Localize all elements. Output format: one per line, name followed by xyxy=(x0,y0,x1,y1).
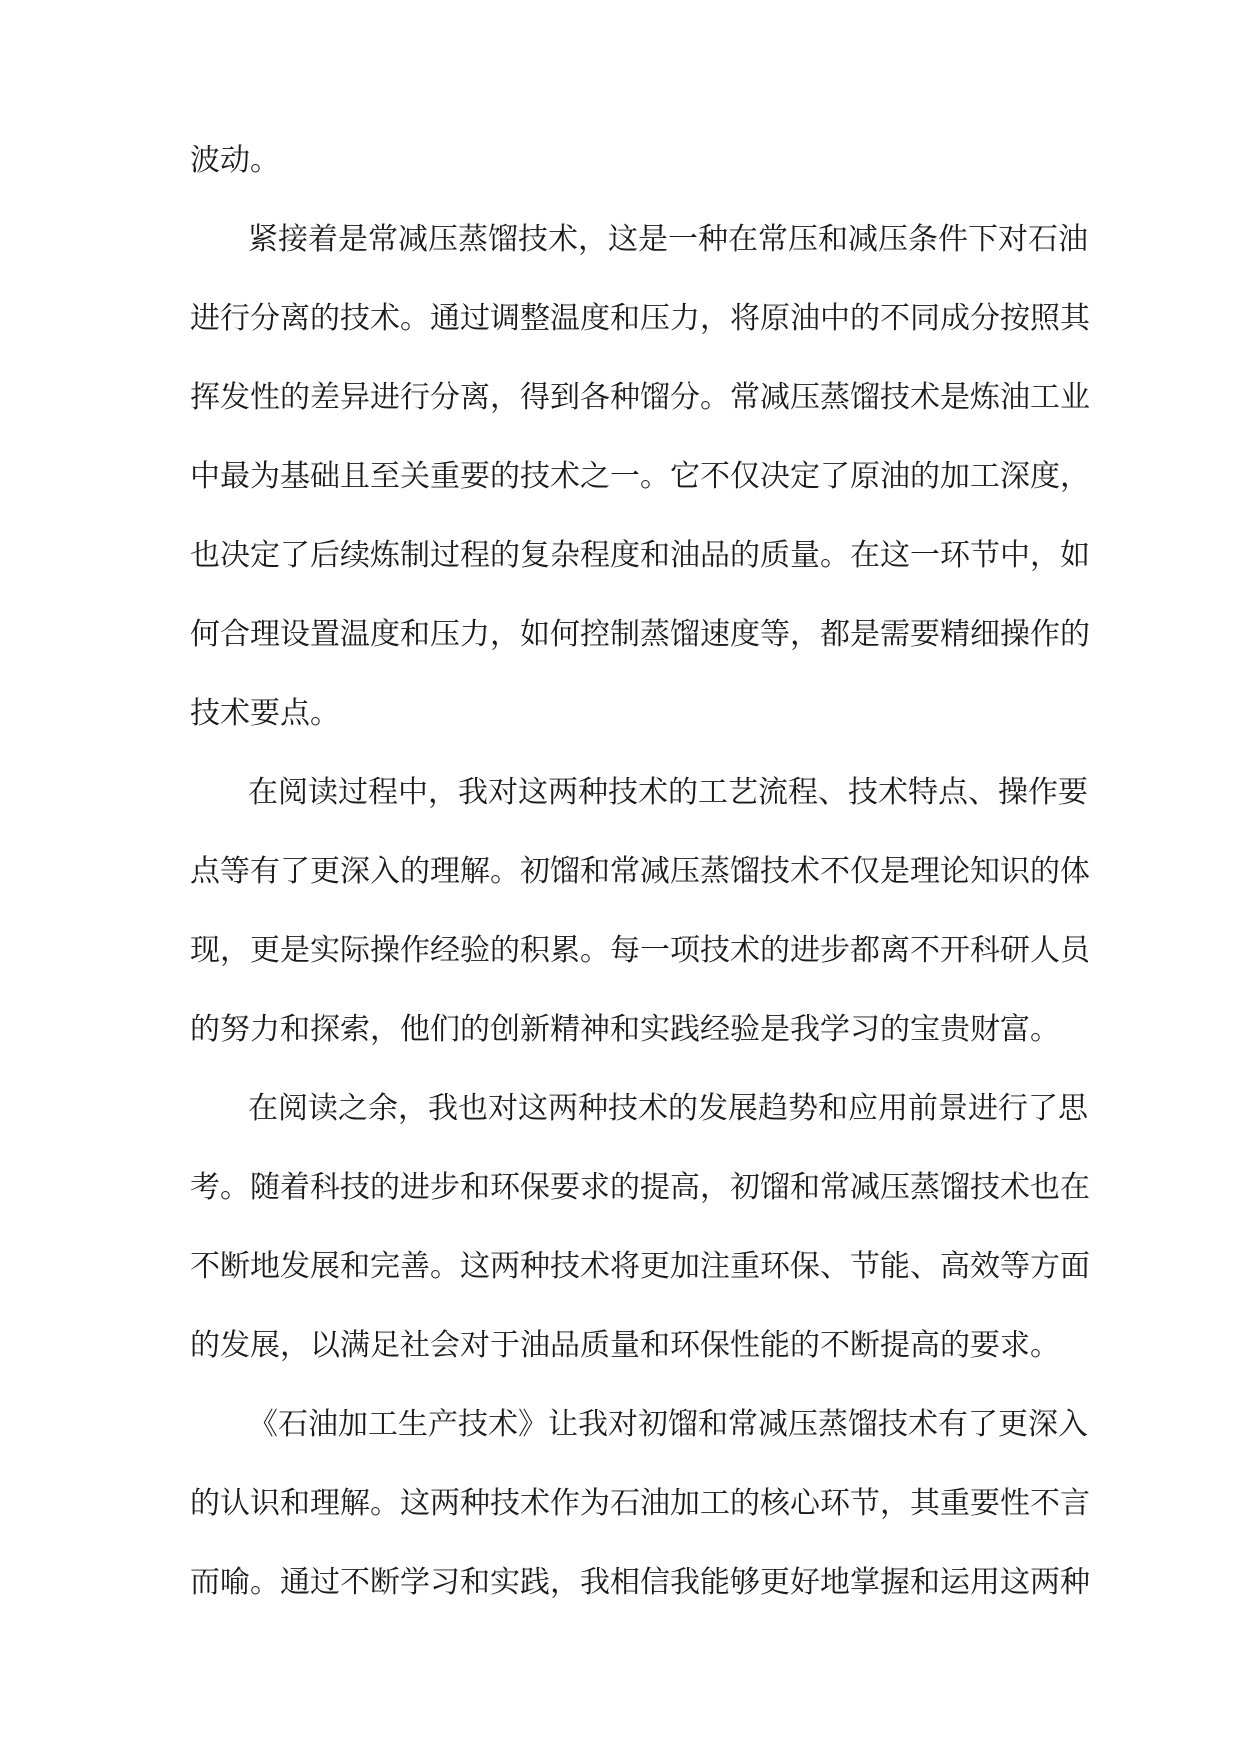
paragraph-line: 《石油加工生产技术》让我对初馏和常减压蒸馏技术有了更深入 xyxy=(248,1407,1088,1442)
paragraph-line: 进行分离的技术。通过调整温度和压力，将原油中的不同成分按照其 xyxy=(190,301,1090,336)
paragraph-line: 挥发性的差异进行分离，得到各种馏分。常减压蒸馏技术是炼油工业 xyxy=(190,380,1090,415)
paragraph-line: 也决定了后续炼制过程的复杂程度和油品的质量。在这一环节中，如 xyxy=(190,538,1090,573)
paragraph-line: 而喻。通过不断学习和实践，我相信我能够更好地掌握和运用这两种 xyxy=(190,1565,1090,1600)
paragraph-line: 不断地发展和完善。这两种技术将更加注重环保、节能、高效等方面 xyxy=(190,1249,1090,1284)
body-text xyxy=(190,137,1090,1638)
paragraph-line: 现，更是实际操作经验的积累。每一项技术的进步都离不开科研人员 xyxy=(190,933,1090,968)
paragraph-line: 的发展，以满足社会对于油品质量和环保性能的不断提高的要求。 xyxy=(190,1328,1060,1363)
paragraph-line: 点等有了更深入的理解。初馏和常减压蒸馏技术不仅是理论知识的体 xyxy=(190,854,1090,889)
paragraph-line: 波动。 xyxy=(190,143,280,178)
paragraph-line: 紧接着是常减压蒸馏技术，这是一种在常压和减压条件下对石油 xyxy=(248,222,1088,257)
paragraph-line: 在阅读过程中，我对这两种技术的工艺流程、技术特点、操作要 xyxy=(248,775,1088,810)
paragraph-line: 中最为基础且至关重要的技术之一。它不仅决定了原油的加工深度， xyxy=(190,459,1090,494)
paragraph-line: 何合理设置温度和压力，如何控制蒸馏速度等，都是需要精细操作的 xyxy=(190,617,1090,652)
paragraph-line: 考。随着科技的进步和环保要求的提高，初馏和常减压蒸馏技术也在 xyxy=(190,1170,1090,1205)
paragraph-line: 的努力和探索，他们的创新精神和实践经验是我学习的宝贵财富。 xyxy=(190,1012,1060,1047)
paragraph-line: 技术要点。 xyxy=(190,696,340,731)
paragraph-line: 在阅读之余，我也对这两种技术的发展趋势和应用前景进行了思 xyxy=(248,1091,1088,1126)
paragraph-line: 的认识和理解。这两种技术作为石油加工的核心环节，其重要性不言 xyxy=(190,1486,1090,1521)
